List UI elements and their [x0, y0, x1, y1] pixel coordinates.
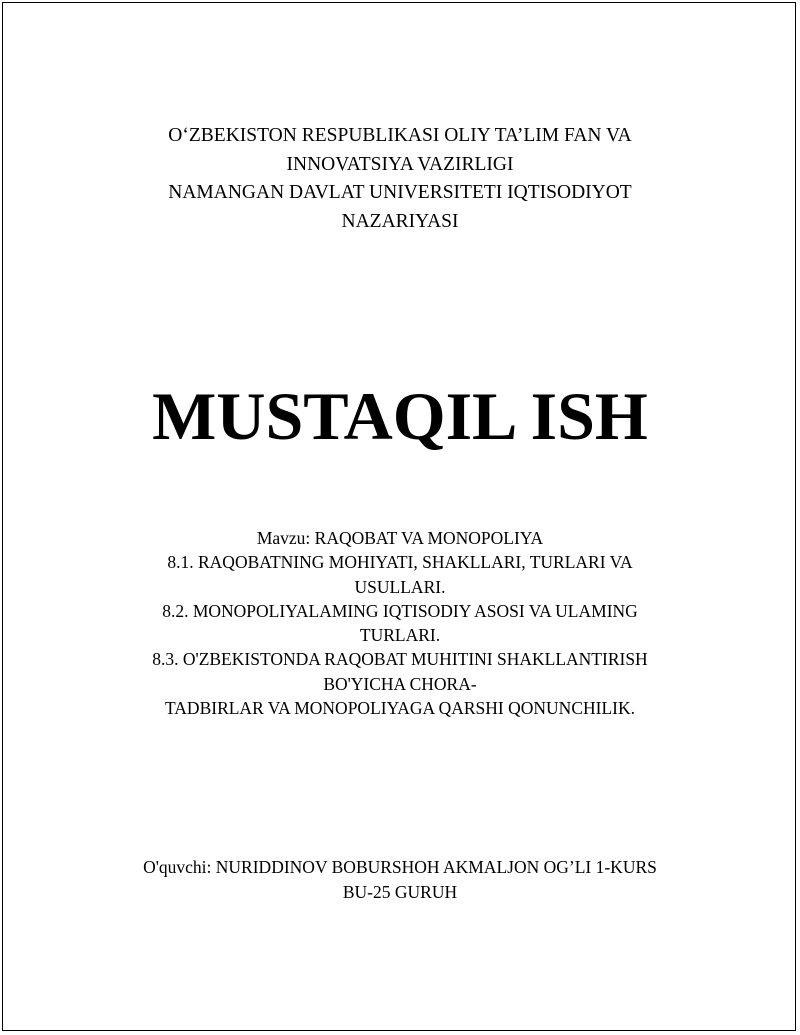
header-line: NAZARIYASI: [341, 210, 459, 232]
topic-section: [0, 526, 800, 720]
student-line: O'quvchi: NURIDDINOV BOBURSHOH AKMALJON OG’LI 1-KURS: [143, 857, 657, 877]
topic-line: BO'YICHA CHORA-: [323, 673, 477, 694]
document-title: MUSTAQIL ISH: [152, 378, 648, 454]
student-line: BU-25 GURUH: [342, 881, 458, 902]
header-line: INNOVATSIYA VAZIRLIGI: [286, 153, 514, 175]
header-line: NAMANGAN DAVLAT UNIVERSITETI IQTISODIYOT: [168, 182, 632, 203]
topic-line: 8.3. O'ZBEKISTONDA RAQOBAT MUHITINI SHAKLLANTIRISH: [152, 649, 648, 670]
header-line: O‘ZBEKISTON RESPUBLIKASI OLIY TA’LIM FAN VA: [168, 125, 632, 146]
topic-line: TURLARI.: [359, 625, 441, 646]
topic-line: 8.2. MONOPOLIYALAMING IQTISODIY ASOSI VA ULAMING: [162, 600, 638, 621]
ministry-header: [0, 122, 800, 236]
topic-line: TADBIRLAR VA MONOPOLIYAGA QARSHI QONUNCHILIK.: [165, 698, 635, 719]
student-info: [0, 855, 800, 904]
topic-line: Mavzu: RAQOBAT VA MONOPOLIYA: [256, 528, 544, 548]
topic-line: USULLARI.: [354, 576, 446, 597]
topic-line: 8.1. RAQOBATNING MOHIYATI, SHAKLLARI, TURLARI VA: [167, 552, 633, 573]
